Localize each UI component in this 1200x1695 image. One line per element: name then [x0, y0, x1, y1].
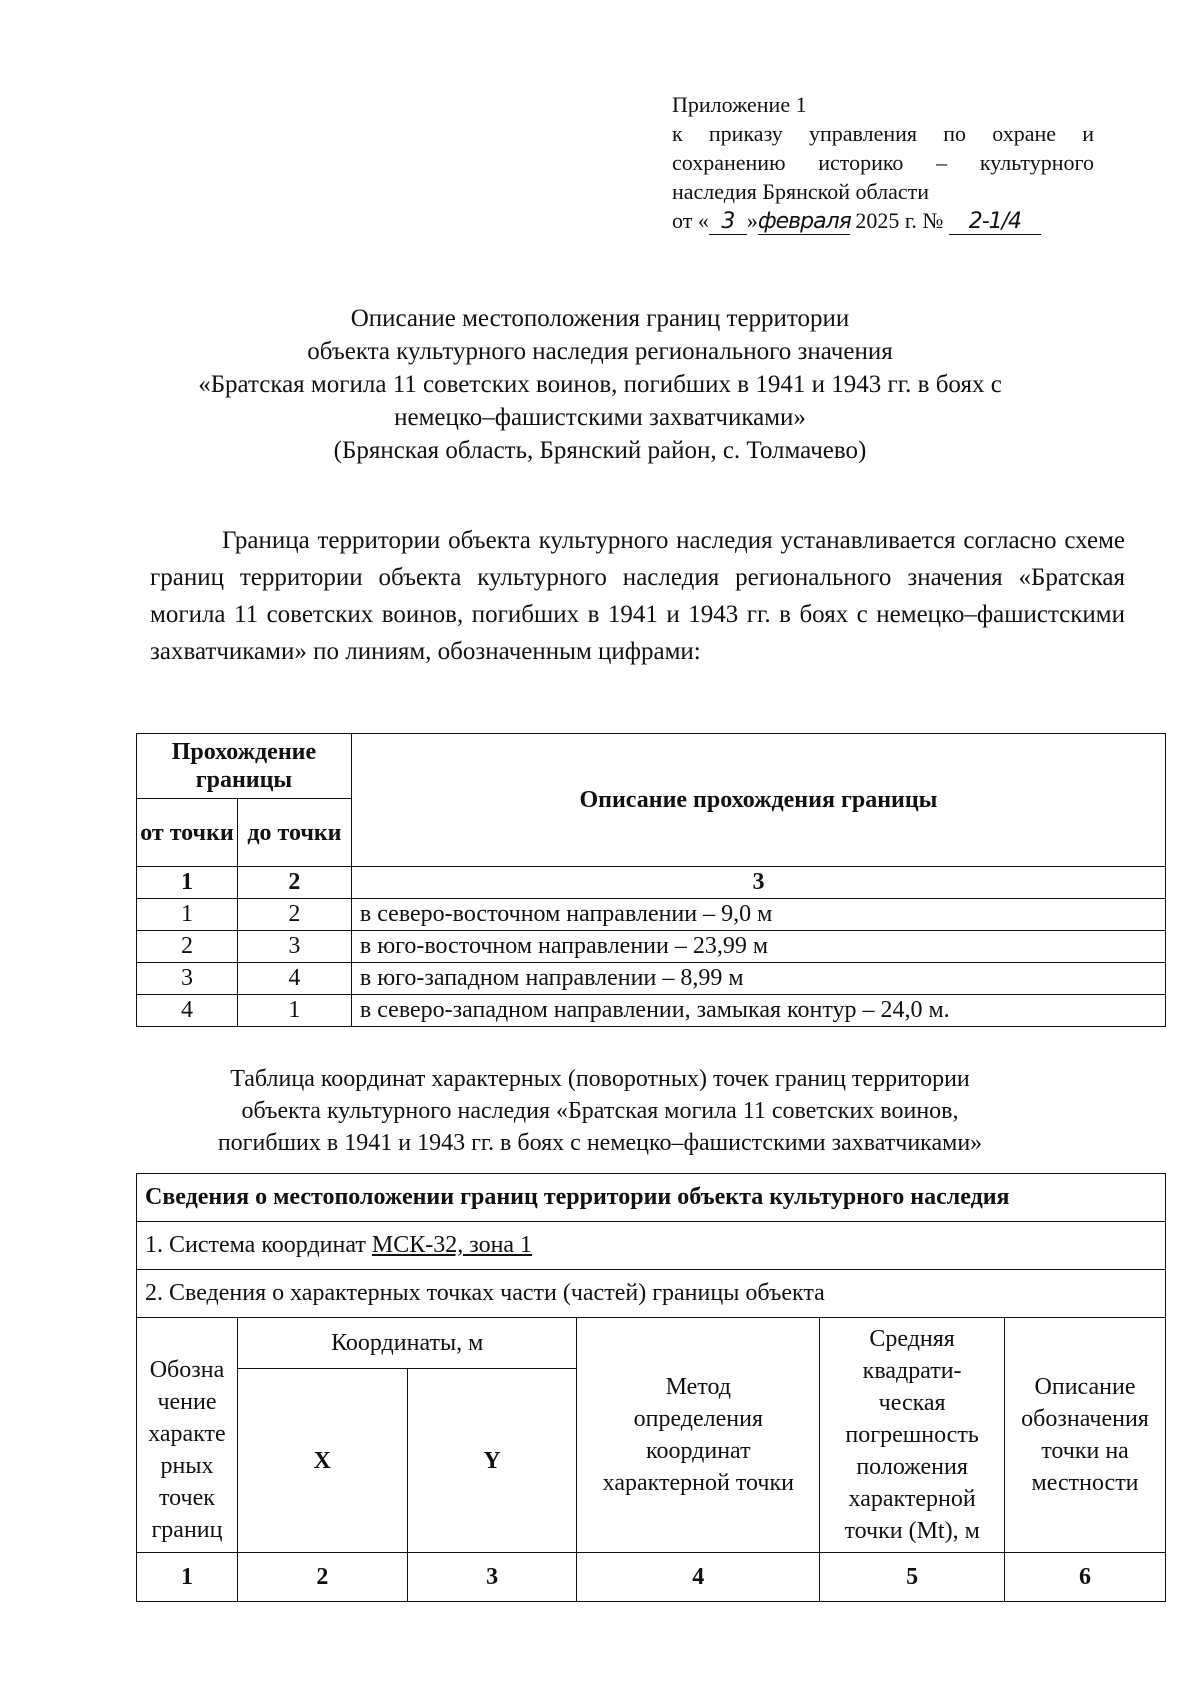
appendix-line: к приказу управления по охране и [672, 121, 1094, 146]
appendix-line: Приложение 1 [672, 92, 807, 117]
column-number: 2 [237, 1553, 407, 1602]
from-point: 4 [137, 995, 238, 1027]
to-point: 2 [237, 899, 351, 931]
header-boundary-passage: Прохождение границы [137, 734, 352, 799]
to-point: 3 [237, 931, 351, 963]
table-row [137, 899, 1166, 931]
appendix-line: сохранению историко – культурного [672, 150, 1094, 175]
header-method: Метод определения координат характерной точки [577, 1318, 820, 1553]
column-number: 5 [820, 1553, 1005, 1602]
paragraph-text: Граница территории объекта культурного наследия устанавливается согласно схеме границ территории объекта культурного наследия регионального значения «Братская могила 11 советских воинов, погибших в 1941 и 1943 гг. в боях с немецко–фашистскими захватчиками» по линиям, обозначенным цифрами: [150, 527, 1125, 665]
title-line: (Брянская область, Брянский район, с. Толмачево) [333, 437, 867, 464]
table-row [137, 963, 1166, 995]
column-number: 1 [137, 1553, 238, 1602]
header-mean-square-error: Средняя квадрати- ческая погрешность положения характерной точки (Mt), м [820, 1318, 1005, 1553]
boundary-description: в юго-западном направлении – 8,99 м [351, 963, 1165, 995]
from-point: 1 [137, 899, 238, 931]
from-point: 3 [137, 963, 238, 995]
coordinate-system-value: МСК-32, зона 1 [371, 1232, 533, 1258]
table-row [137, 995, 1166, 1027]
coordinates-table-title [120, 1063, 1080, 1159]
appendix-header [672, 90, 1094, 235]
coordinate-system-row [137, 1222, 1166, 1270]
coord-title-line: объекта культурного наследия «Братская могила 11 советских воинов, [241, 1098, 959, 1124]
from-point: 2 [137, 931, 238, 963]
date-mid: » [746, 208, 758, 233]
boundary-table [136, 733, 1166, 1027]
coord-title-line: погибших в 1941 и 1943 гг. в боях с немецко–фашистскими захватчиками» [217, 1130, 983, 1156]
header-y: Y [407, 1369, 577, 1553]
header-point-designation: Обозна чение характе рных точек границ [137, 1318, 238, 1553]
header-to-point: до точки [237, 799, 351, 867]
handwritten-number: 2-1/4 [949, 210, 1041, 235]
appendix-line: наследия Брянской области [672, 179, 930, 204]
handwritten-day: 3 [709, 210, 747, 235]
title-line: «Братская могила 11 советских воинов, погибших в 1941 и 1943 гг. в боях с [198, 371, 1002, 398]
header-from-point: от точки [137, 799, 238, 867]
appendix-date-line [672, 206, 1094, 235]
column-number: 2 [237, 867, 351, 899]
column-number: 3 [351, 867, 1165, 899]
header-boundary-description: Описание прохождения границы [351, 734, 1165, 867]
body-paragraph [150, 522, 1125, 670]
points-info-row: 2. Сведения о характерных точках части (частей) границы объекта [137, 1270, 1166, 1318]
boundary-description: в юго-восточном направлении – 23,99 м [351, 931, 1165, 963]
column-number: 6 [1005, 1553, 1166, 1602]
coord-table-heading: Сведения о местоположении границ территории объекта культурного наследия [137, 1174, 1166, 1222]
boundary-description: в северо-западном направлении, замыкая контур – 24,0 м. [351, 995, 1165, 1027]
coordinate-system-label: 1. Система координат [145, 1232, 372, 1258]
header-x: X [237, 1369, 407, 1553]
date-prefix: от « [672, 208, 709, 233]
handwritten-month: февраля [757, 209, 851, 234]
header-coordinates: Координаты, м [237, 1318, 577, 1369]
column-number: 1 [137, 867, 238, 899]
to-point: 1 [237, 995, 351, 1027]
date-year: 2025 г. № [855, 208, 944, 233]
header-point-description: Описание обозначения точки на местности [1005, 1318, 1166, 1553]
column-number: 4 [577, 1553, 820, 1602]
column-number: 3 [407, 1553, 577, 1602]
coord-title-line: Таблица координат характерных (поворотных) точек границ территории [230, 1066, 970, 1092]
boundary-description: в северо-восточном направлении – 9,0 м [351, 899, 1165, 931]
title-line: Описание местоположения границ территории [350, 305, 850, 332]
table-row [137, 931, 1166, 963]
coordinates-table [136, 1173, 1166, 1602]
title-line: немецко–фашистскими захватчиками» [394, 404, 806, 431]
title-line: объекта культурного наследия регионального значения [307, 338, 893, 365]
document-title [120, 302, 1080, 467]
to-point: 4 [237, 963, 351, 995]
